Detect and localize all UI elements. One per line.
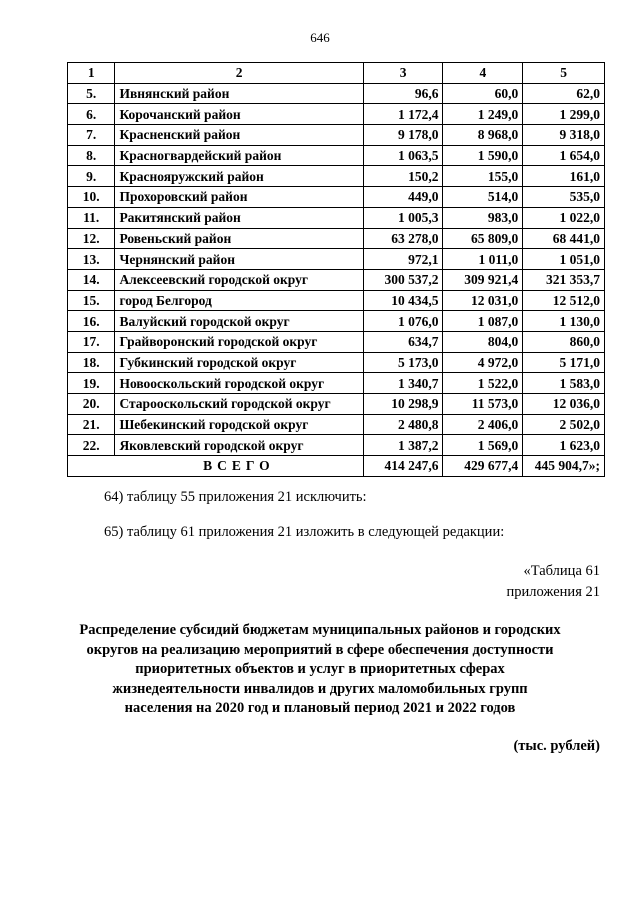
row-name: Шебекинский городской округ <box>115 414 363 435</box>
row-value-2021: 1 249,0 <box>443 104 523 125</box>
column-header: 4 <box>443 63 523 84</box>
row-value-2022: 321 353,7 <box>523 269 605 290</box>
row-value-2021: 2 406,0 <box>443 414 523 435</box>
row-number: 13. <box>68 249 115 270</box>
row-value-2022: 9 318,0 <box>523 125 605 146</box>
table-reference-line2: приложения 21 <box>506 584 600 600</box>
table-header-row <box>68 63 605 84</box>
row-name: Яковлевский городской округ <box>115 435 363 456</box>
heading-line: жизнедеятельности инвалидов и других маломобильных групп <box>112 680 528 697</box>
heading-line: населения на 2020 год и плановый период 2021 и 2022 годов <box>124 700 516 716</box>
table-row <box>68 187 605 208</box>
row-value-2020: 972,1 <box>363 249 443 270</box>
row-value-2020: 300 537,2 <box>363 269 443 290</box>
table-row <box>68 394 605 415</box>
table-row <box>68 83 605 104</box>
row-number: 20. <box>68 394 115 415</box>
row-name: Краснояружский район <box>115 166 363 187</box>
heading-line: округов на реализацию мероприятий в сфере обеспечения доступности <box>86 641 554 658</box>
subsidy-table <box>67 62 605 477</box>
table-row <box>68 373 605 394</box>
row-value-2022: 1 051,0 <box>523 249 605 270</box>
table-row <box>68 414 605 435</box>
table-row <box>68 166 605 187</box>
row-value-2020: 9 178,0 <box>363 125 443 146</box>
row-value-2020: 634,7 <box>363 331 443 352</box>
row-name: Ракитянский район <box>115 207 363 228</box>
row-value-2022: 5 171,0 <box>523 352 605 373</box>
row-value-2020: 63 278,0 <box>363 228 443 249</box>
row-value-2022: 1 623,0 <box>523 435 605 456</box>
row-value-2020: 10 298,9 <box>363 394 443 415</box>
row-value-2020: 2 480,8 <box>363 414 443 435</box>
row-value-2020: 1 076,0 <box>363 311 443 332</box>
row-value-2022: 535,0 <box>523 187 605 208</box>
row-value-2022: 12 036,0 <box>523 394 605 415</box>
row-value-2021: 309 921,4 <box>443 269 523 290</box>
table-body <box>68 83 605 455</box>
row-value-2021: 155,0 <box>443 166 523 187</box>
table-row <box>68 228 605 249</box>
row-number: 8. <box>68 145 115 166</box>
table-row <box>68 435 605 456</box>
heading-line: приоритетных объектов и услуг в приоритетных сферах <box>135 661 505 677</box>
row-value-2021: 65 809,0 <box>443 228 523 249</box>
table-reference-line1: «Таблица 61 <box>523 563 600 579</box>
row-number: 15. <box>68 290 115 311</box>
row-value-2020: 1 340,7 <box>363 373 443 394</box>
column-header: 3 <box>363 63 443 84</box>
row-number: 11. <box>68 207 115 228</box>
row-name: Валуйский городской округ <box>115 311 363 332</box>
table-row <box>68 269 605 290</box>
row-value-2021: 1 590,0 <box>443 145 523 166</box>
column-header: 2 <box>115 63 363 84</box>
row-value-2021: 4 972,0 <box>443 352 523 373</box>
table-reference <box>507 561 600 603</box>
total-label: ВСЕГО <box>115 456 363 477</box>
row-value-2021: 804,0 <box>443 331 523 352</box>
row-value-2020: 1 172,4 <box>363 104 443 125</box>
table-row <box>68 249 605 270</box>
row-name: Прохоровский район <box>115 187 363 208</box>
row-value-2022: 1 130,0 <box>523 311 605 332</box>
row-number: 10. <box>68 187 115 208</box>
row-value-2020: 1 387,2 <box>363 435 443 456</box>
paragraph-65: 65) таблицу 61 приложения 21 изложить в следующей редакции: <box>104 524 505 540</box>
row-value-2021: 60,0 <box>443 83 523 104</box>
row-value-2021: 1 087,0 <box>443 311 523 332</box>
row-value-2021: 1 522,0 <box>443 373 523 394</box>
total-value-2020: 414 247,6 <box>363 456 443 477</box>
row-number: 19. <box>68 373 115 394</box>
column-header: 1 <box>68 63 115 84</box>
units-label: (тыс. рублей) <box>513 738 600 754</box>
row-name: Новооскольский городской округ <box>115 373 363 394</box>
table-row <box>68 352 605 373</box>
row-value-2020: 449,0 <box>363 187 443 208</box>
row-number: 7. <box>68 125 115 146</box>
row-number: 14. <box>68 269 115 290</box>
table-row <box>68 104 605 125</box>
row-value-2020: 5 173,0 <box>363 352 443 373</box>
page-number: 646 <box>310 30 330 45</box>
table-row <box>68 311 605 332</box>
row-value-2021: 11 573,0 <box>443 394 523 415</box>
row-value-2022: 2 502,0 <box>523 414 605 435</box>
table-row <box>68 125 605 146</box>
table-row <box>68 290 605 311</box>
row-value-2020: 1 063,5 <box>363 145 443 166</box>
row-name: Старооскольский городской округ <box>115 394 363 415</box>
row-number: 21. <box>68 414 115 435</box>
row-name: Красногвардейский район <box>115 145 363 166</box>
row-value-2021: 983,0 <box>443 207 523 228</box>
row-value-2022: 1 299,0 <box>523 104 605 125</box>
row-number: 9. <box>68 166 115 187</box>
row-value-2022: 62,0 <box>523 83 605 104</box>
row-number: 22. <box>68 435 115 456</box>
total-value-2022: 445 904,7»; <box>523 456 605 477</box>
row-value-2022: 68 441,0 <box>523 228 605 249</box>
row-value-2022: 161,0 <box>523 166 605 187</box>
row-value-2020: 1 005,3 <box>363 207 443 228</box>
row-value-2021: 514,0 <box>443 187 523 208</box>
column-header: 5 <box>523 63 605 84</box>
row-value-2021: 1 011,0 <box>443 249 523 270</box>
table-row <box>68 145 605 166</box>
row-name: Грайворонский городской округ <box>115 331 363 352</box>
row-value-2022: 12 512,0 <box>523 290 605 311</box>
row-name: Чернянский район <box>115 249 363 270</box>
row-name: город Белгород <box>115 290 363 311</box>
row-value-2021: 12 031,0 <box>443 290 523 311</box>
table-heading <box>70 621 570 719</box>
row-number: 18. <box>68 352 115 373</box>
row-value-2022: 1 583,0 <box>523 373 605 394</box>
total-value-2021: 429 677,4 <box>443 456 523 477</box>
row-value-2021: 8 968,0 <box>443 125 523 146</box>
row-name: Губкинский городской округ <box>115 352 363 373</box>
row-value-2022: 1 654,0 <box>523 145 605 166</box>
row-value-2020: 96,6 <box>363 83 443 104</box>
heading-line: Распределение субсидий бюджетам муниципальных районов и городских <box>79 622 561 638</box>
row-name: Корочанский район <box>115 104 363 125</box>
row-value-2020: 10 434,5 <box>363 290 443 311</box>
table-total-row <box>68 456 605 477</box>
row-number: 6. <box>68 104 115 125</box>
row-value-2021: 1 569,0 <box>443 435 523 456</box>
row-name: Ровеньский район <box>115 228 363 249</box>
row-number: 17. <box>68 331 115 352</box>
row-value-2020: 150,2 <box>363 166 443 187</box>
row-value-2022: 1 022,0 <box>523 207 605 228</box>
table-row <box>68 207 605 228</box>
paragraph-64: 64) таблицу 55 приложения 21 исключить: <box>104 489 367 505</box>
row-number: 12. <box>68 228 115 249</box>
row-number: 5. <box>68 83 115 104</box>
row-name: Красненский район <box>115 125 363 146</box>
row-number: 16. <box>68 311 115 332</box>
row-value-2022: 860,0 <box>523 331 605 352</box>
row-name: Ивнянский район <box>115 83 363 104</box>
total-spacer <box>68 456 115 477</box>
table-row <box>68 331 605 352</box>
row-name: Алексеевский городской округ <box>115 269 363 290</box>
